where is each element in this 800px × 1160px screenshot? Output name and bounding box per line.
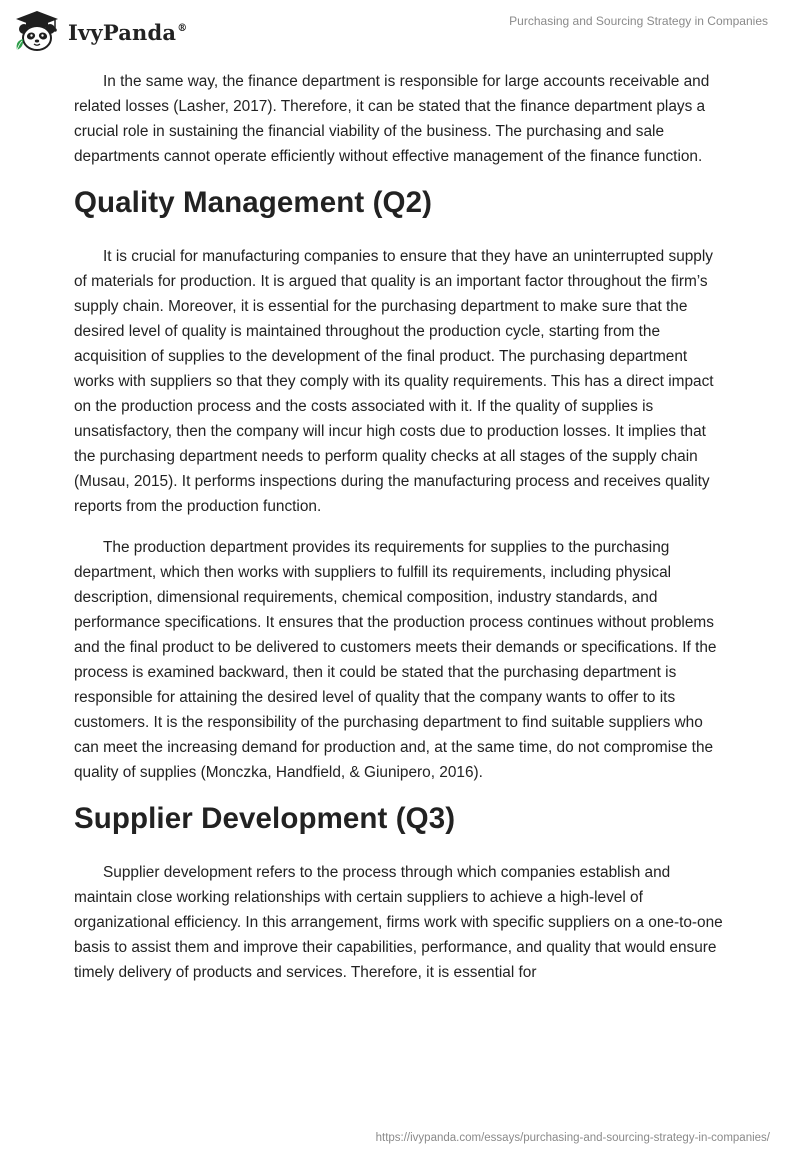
registered-mark: ®: [177, 22, 188, 34]
paragraph-quality-2: The production department provides its requirements for supplies to the purchasing department, which then works with suppliers to fulfill its requirements, including physical description, dimensional requirements, chemical composition, industry standards, and performance specifications. It ensures that the production process continues without problems and the final product to be delivered to customers meets their demands or specifications. If the process is examined backward, then it could be stated that the purchasing department is responsible for attaining the desired level of quality that the company wants to offer to its customers. It is the responsibility of the purchasing department to find suitable suppliers who can meet the increasing demand for production and, at the same time, do not compromise the quality of supplies (Monczka, Handfield, & Giunipero, 2016).: [74, 539, 717, 781]
document-title: Purchasing and Sourcing Strategy in Companies: [509, 14, 768, 28]
heading-quality-management: Quality Management (Q2): [74, 186, 432, 219]
paragraph-supplier: Supplier development refers to the process through which companies establish and maintain close working relationships with certain suppliers to achieve a high-level of organizational efficiency. In this arrangement, firms work with specific suppliers on a one-to-one basis to assist them and improve their capabilities, performance, and quality that would ensure timely delivery of products and services. Therefore, it is essential for: [74, 864, 723, 981]
essay-body: [74, 69, 730, 1001]
brand-name: IvyPanda®: [68, 19, 188, 45]
panda-graduate-icon: [14, 10, 60, 52]
heading-supplier-development: Supplier Development (Q3): [74, 802, 456, 835]
page-header: [0, 0, 800, 60]
paragraph-finance: In the same way, the finance department is responsible for large accounts receivable and related losses (Lasher, 2017). Therefore, it can be stated that the finance department plays a crucial role in sustaining the financial viability of the business. The purchasing and sale departments cannot operate efficiently without effective management of the finance function.: [74, 73, 710, 165]
ivypanda-logo[interactable]: [14, 10, 187, 52]
source-url[interactable]: https://ivypanda.com/essays/purchasing-and-sourcing-strategy-in-companies/: [375, 1132, 770, 1144]
paragraph-quality-1: It is crucial for manufacturing companies to ensure that they have an uninterrupted supply of materials for production. It is argued that quality is an important factor throughout the firm’s supply chain. Moreover, it is essential for the purchasing department to make sure that the desired level of quality is maintained throughout the production cycle, starting from the acquisition of supplies to the development of the final product. The purchasing department works with suppliers so that they comply with its quality requirements. This has a direct impact on the production process and the costs associated with it. If the quality of supplies is unsatisfactory, then the company will incur high costs due to production losses. It implies that the purchasing department needs to perform quality checks at all stages of the supply chain (Musau, 2015). It performs inspections during the manufacturing process and receives quality reports from the production function.: [74, 248, 714, 515]
